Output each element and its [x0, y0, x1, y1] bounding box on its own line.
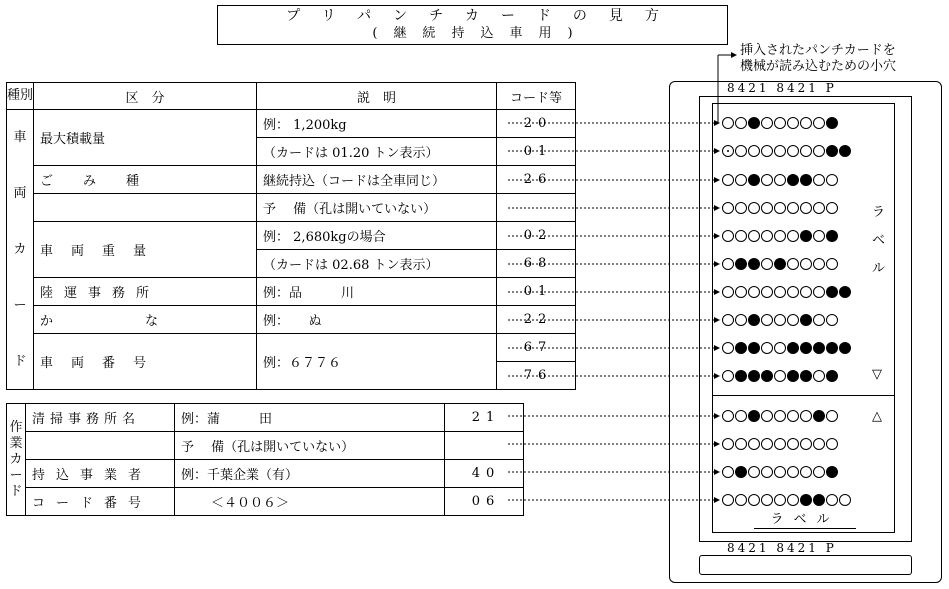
- header-code: コード等: [497, 83, 576, 110]
- header-setsumei: 説 明: [257, 83, 497, 110]
- code-transport-office: 01: [497, 278, 576, 306]
- code-kana: 22: [497, 306, 576, 334]
- code-business-2: 06: [445, 488, 524, 516]
- bit-labels-bottom: 8421 8421 P: [727, 541, 837, 555]
- code-vehicle-number-1: 67: [497, 334, 576, 362]
- ex-reserve: 予 備（孔は開いていない）: [257, 194, 497, 222]
- kubun-transport-office: 陸運事務所: [34, 278, 257, 306]
- vehicle-card-label: 車 両 カ ー ド: [7, 110, 34, 390]
- ex-business-2: ＜４００６＞: [175, 488, 445, 516]
- header-category: 種別: [7, 83, 34, 110]
- header-kubun: 区 分: [34, 83, 257, 110]
- ex-cleaning-office: 例：蒲 田: [175, 404, 445, 432]
- ex-max-load-1: 例： 1,200kg: [257, 110, 497, 138]
- code-vehicle-number-2: 76: [497, 362, 576, 390]
- work-card-label: 作 業 カ ー ド: [7, 404, 26, 516]
- ex-business-1: 例：千葉企業（有）: [175, 460, 445, 488]
- code-vehicle-weight-1: 02: [497, 222, 576, 250]
- code-waste-type: 26: [497, 166, 576, 194]
- guide-hole-note: 挿入されたパンチカードを 機械が読み込むための小穴: [740, 43, 897, 74]
- side-label-1: ラ: [872, 205, 886, 220]
- kubun-business-1: 持込事業者: [26, 460, 175, 488]
- ex-waste-type: 継続持込（コードは全車同じ）: [257, 166, 497, 194]
- code-cleaning-office: 21: [445, 404, 524, 432]
- kubun-vehicle-weight: 車両重量: [34, 222, 257, 278]
- kubun-waste-type: ごみ種: [34, 166, 257, 194]
- code-vehicle-weight-2: 68: [497, 250, 576, 278]
- kubun-business-2: コード番号: [26, 488, 175, 516]
- triangle-down-icon: ▽: [872, 367, 882, 382]
- code-business-1: 40: [445, 460, 524, 488]
- ex-reserve-2: 予 備（孔は開いていない）: [175, 432, 445, 460]
- page-subtitle: (継続持込車用): [372, 26, 589, 41]
- card-bottom-label: ラベル: [754, 512, 856, 529]
- ex-vehicle-weight-1: 例： 2,680kgの場合: [257, 222, 497, 250]
- kubun-kana: かな: [34, 306, 257, 334]
- kubun-cleaning-office: 清掃事務所名: [26, 404, 175, 432]
- code-max-load-1: 20: [497, 110, 576, 138]
- side-label-3: ル: [872, 261, 886, 276]
- page-title: プリパンチカードの見方: [286, 8, 681, 24]
- triangle-up-icon: △: [872, 409, 882, 424]
- side-label-2: ベ: [872, 233, 886, 248]
- kubun-max-load: 最大積載量: [40, 132, 106, 147]
- ex-max-load-2: （カードは 01.20 トン表示）: [257, 138, 497, 166]
- ex-kana: 例： ぬ: [257, 306, 497, 334]
- bit-labels-top: 8421 8421 P: [727, 81, 837, 95]
- ex-vehicle-weight-2: （カードは 02.68 トン表示）: [257, 250, 497, 278]
- code-max-load-2: 01: [497, 138, 576, 166]
- ex-vehicle-number: 例：６７７６: [257, 334, 497, 390]
- kubun-vehicle-number: 車両番号: [34, 334, 257, 390]
- ex-transport-office: 例：品 川: [257, 278, 497, 306]
